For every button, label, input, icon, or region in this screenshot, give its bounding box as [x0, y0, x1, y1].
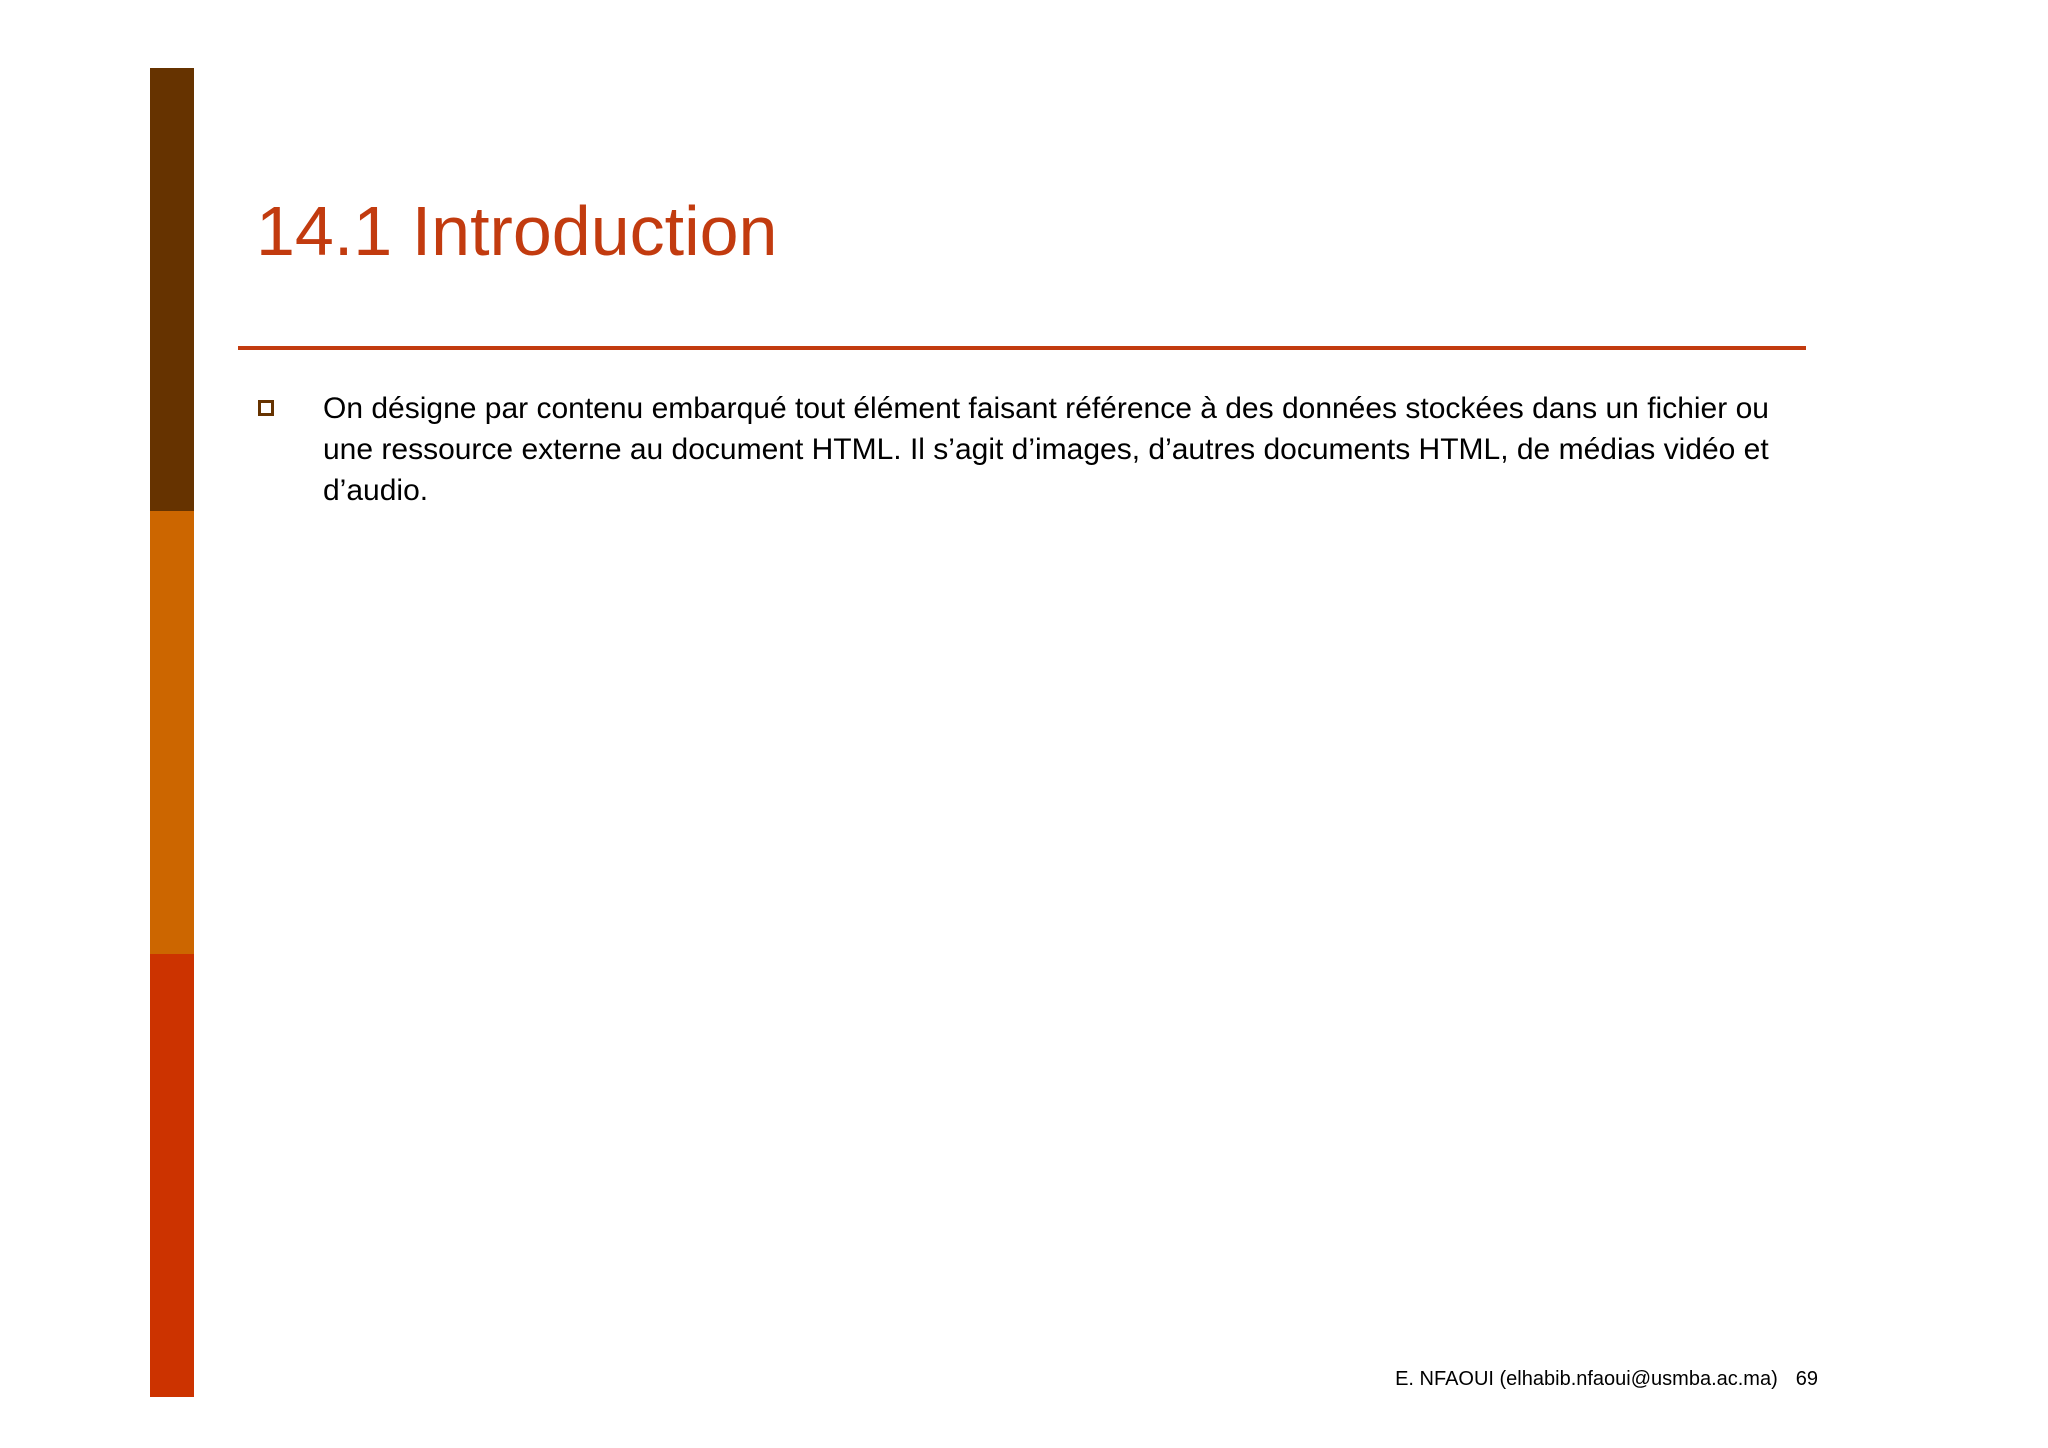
title-underline — [238, 346, 1806, 350]
hollow-square-bullet-icon — [258, 400, 274, 416]
page-number: 69 — [1795, 1368, 1818, 1390]
list-item — [258, 388, 1818, 511]
sidebar-band-top — [150, 68, 194, 511]
sidebar-band-bottom — [150, 954, 194, 1397]
footer-author: E. NFAOUI (elhabib.nfaoui@usmba.ac.ma) — [1395, 1368, 1778, 1390]
slide-footer — [1395, 1366, 1818, 1392]
sidebar-band-middle — [150, 511, 194, 954]
slide-title: 14.1 Introduction — [256, 192, 778, 270]
bullet-list — [258, 388, 1818, 511]
bullet-text: On désigne par contenu embarqué tout élément faisant référence à des données stockées dans un fichier ou une ressource externe au document HTML. Il s’agit d’images, d’autres documents HTML, de médias vidéo et d’audio. — [323, 392, 1769, 507]
